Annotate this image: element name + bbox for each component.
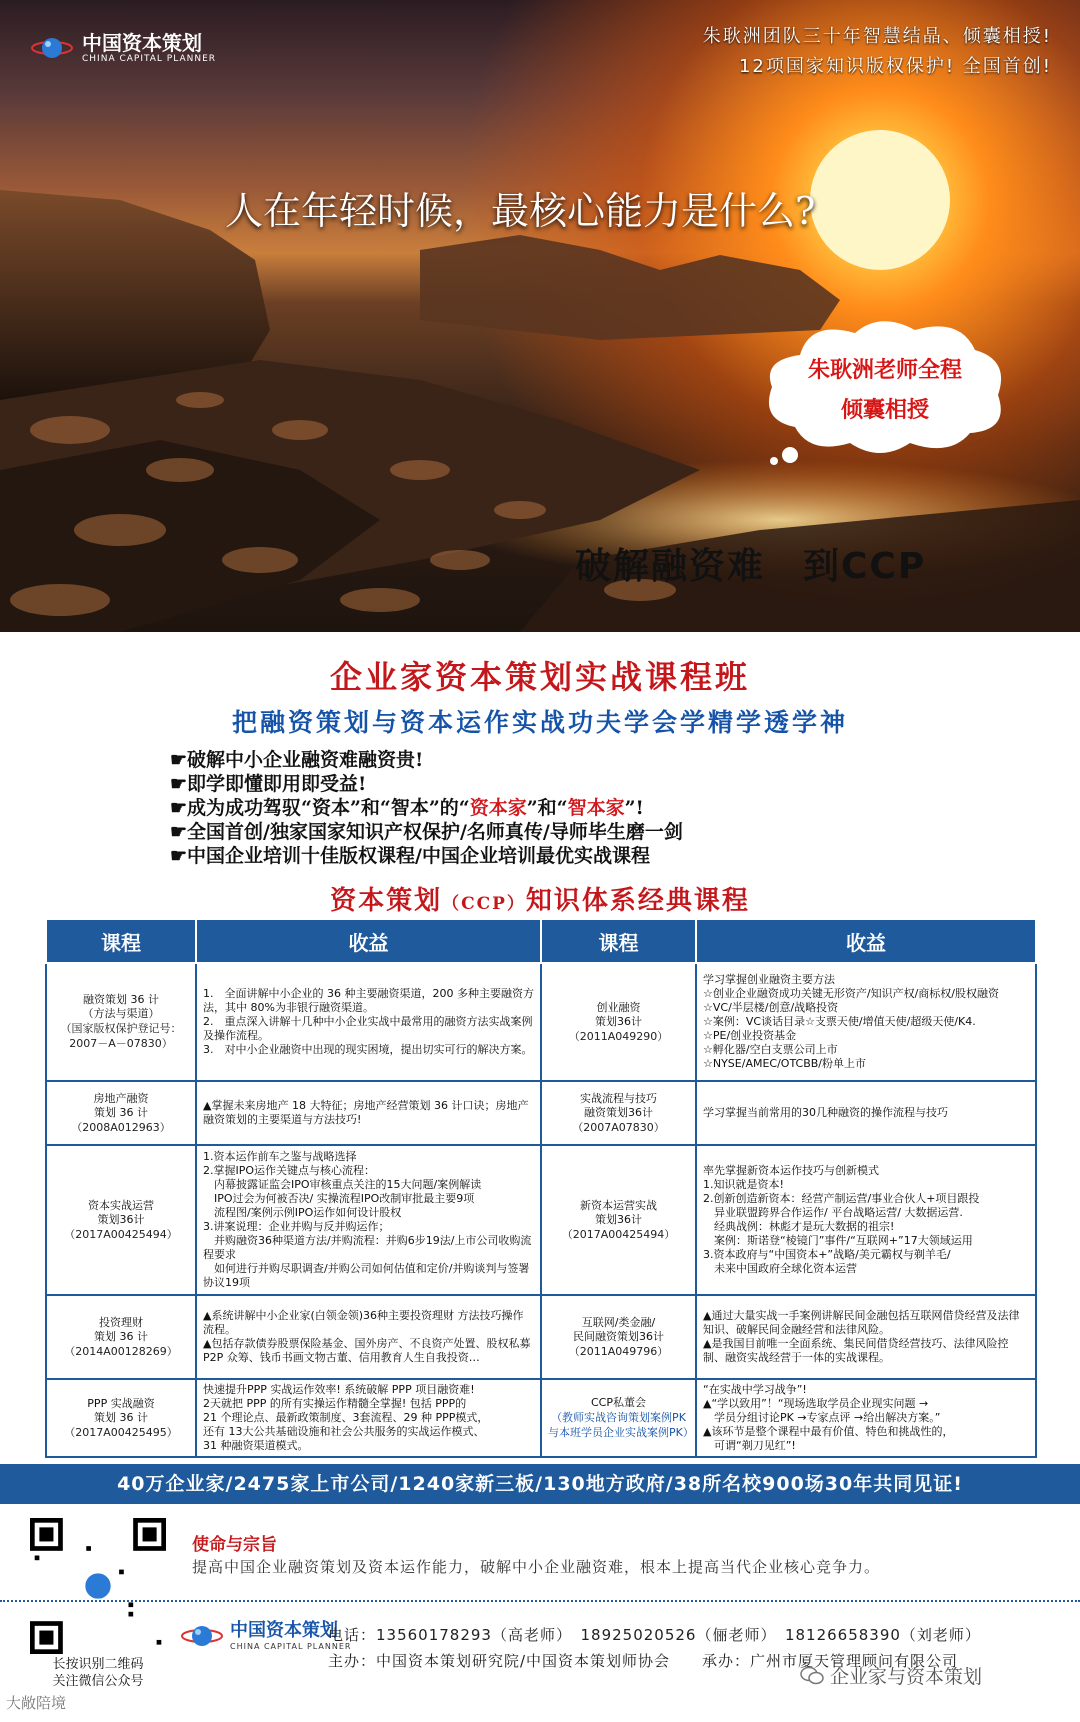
- benefit-cell: [196, 1081, 541, 1145]
- slogan-line: 朱耿洲团队三十年智慧结晶、倾囊相授!: [702, 26, 1052, 47]
- table-row: [46, 1379, 1036, 1457]
- benefit-line: 3.讲案说理：企业并购与反并购运作；: [203, 1220, 390, 1233]
- benefit-line: 2. 重点深入讲解十几种中小企业实战中最常用的融资方法实战案例及操作流程。: [203, 1015, 533, 1042]
- highlight-text: 智本家: [567, 797, 625, 819]
- table-row: [46, 963, 1036, 1081]
- copyright-code: （2007A07830）: [572, 1120, 665, 1134]
- course-name: 策划 36 计: [94, 1105, 148, 1119]
- benefit-line: 如何进行并购尽职调查/并购公司如何估值和定价/并购谈判与签署协议19项: [203, 1262, 530, 1289]
- benefit-line: 1.资本运作前车之鉴与战略选择: [203, 1150, 357, 1163]
- course-name: 策划 36 计: [94, 1410, 148, 1424]
- pointing-hand-icon: ☛: [170, 773, 188, 795]
- benefit-line: 经典战例：林彪才是玩大数据的祖宗!: [703, 1220, 895, 1233]
- benefit-line: 3. 对中小企业融资中出现的现实困境，提出切实可行的解决方案。: [203, 1043, 533, 1056]
- column-header: 收益: [696, 919, 1036, 963]
- course-name: 资本实战运营: [88, 1198, 154, 1212]
- course-name-cell: [541, 1295, 696, 1379]
- pointing-hand-icon: ☛: [170, 749, 188, 771]
- copyright-code: （国家版权保护登记号：2007－A－07830）: [60, 1022, 182, 1050]
- course-subtitle: 把融资策划与资本运作实战功夫学会学精学透学神: [231, 708, 848, 737]
- benefit-line: 1.知识就是资本!: [703, 1178, 784, 1191]
- copyright-code: （2011A049290）: [568, 1029, 669, 1043]
- benefit-line: ▲掌握未来房地产 18 大特征；房地产经营策划 36 计口诀；房地产融资策划的主要渠道与方法技巧!: [203, 1099, 529, 1126]
- copyright-code: （2017A00425494）: [64, 1227, 178, 1241]
- column-header: 课程: [541, 919, 696, 963]
- table-row: [46, 1081, 1036, 1145]
- benefit-cell: [696, 1379, 1036, 1457]
- pointing-hand-icon: ☛: [170, 797, 188, 819]
- course-name-cell: [541, 1081, 696, 1145]
- copyright-code: （2011A049796）: [568, 1344, 669, 1358]
- course-name: （方法与渠道）: [82, 1007, 160, 1020]
- course-name-cell: [541, 1145, 696, 1295]
- logo-english-name: CHINA CAPITAL PLANNER: [82, 54, 217, 64]
- qr-caption: 长按识别二维码 关注微信公众号: [52, 1657, 144, 1689]
- benefit-line: 率先掌握新资本运作技巧与创新模式: [703, 1164, 879, 1177]
- benefit-cell: [696, 963, 1036, 1081]
- benefit-cell: [696, 1295, 1036, 1379]
- system-title: 资本策划（CCP）知识体系经典课程: [330, 886, 750, 916]
- benefit-cell: [696, 1145, 1036, 1295]
- copyright-code: （教师实战咨询策划案例PK与本班学员企业实战案例PK）: [548, 1411, 694, 1439]
- pointing-hand-icon: ☛: [170, 821, 188, 843]
- mission-title: 使命与宗旨: [192, 1535, 277, 1555]
- course-name: 策划36计: [595, 1014, 642, 1028]
- course-name-cell: [541, 963, 696, 1081]
- brand-logo: [30, 32, 216, 64]
- benefit-line: ▲“学以致用”！“现场选取学员企业现实问题 →: [703, 1397, 929, 1410]
- course-name: 新资本运营实战: [580, 1198, 657, 1212]
- course-name: 房地产融资: [93, 1091, 149, 1105]
- course-name-cell: [46, 963, 196, 1081]
- course-name: CCP私董会: [591, 1396, 646, 1409]
- copyright-code: （2008A012963）: [71, 1120, 171, 1134]
- benefit-line: 2天就把 PPP 的所有实操运作精髓全掌握! 包括 PPP的: [203, 1397, 467, 1410]
- course-title: 企业家资本策划实战课程班: [329, 658, 750, 696]
- column-header: 收益: [196, 919, 541, 963]
- testimonial-banner: 40万企业家/2475家上市公司/1240家新三板/130地方政府/38所名校900场30年共同见证!: [0, 1464, 1080, 1504]
- corner-watermark: 大敞陪境: [6, 1694, 67, 1712]
- benefit-line: 内幕披露证监会IPO审核重点关注的15大问题/案例解读: [203, 1178, 482, 1191]
- benefit-line: ☆案例：VC谈话目录☆支票天使/增值天使/超级天使/K4.: [703, 1015, 976, 1028]
- course-name: PPP 实战融资: [87, 1396, 155, 1410]
- course-name: 互联网/类金融/: [581, 1315, 656, 1329]
- benefit-line: 案例：斯诺登“棱镜门”事件/“互联网+”17大领域运用: [703, 1234, 973, 1247]
- benefit-line: 31 种融资渠道模式。: [203, 1439, 309, 1452]
- phone-line: 电话：13560178293（高老师） 18925020526（俪老师） 18126658390（刘老师）: [328, 1626, 981, 1644]
- bullet-item: ☛破解中小企业融资难融资贵!: [170, 749, 424, 771]
- course-name: 实战流程与技巧: [580, 1091, 657, 1105]
- course-name: 融资策划36计: [584, 1105, 653, 1119]
- benefit-cell: [696, 1081, 1036, 1145]
- highlight-text: 资本家: [469, 797, 527, 819]
- benefit-line: ▲包括存款债券股票保险基金、国外房产、不良资产处置、股权私募 P2P 众筹、钱币书画文物古董、信用教育人生自我投资…: [203, 1337, 531, 1364]
- course-table: [45, 918, 1037, 1458]
- benefit-line: “在实战中学习战争”!: [703, 1383, 807, 1396]
- bullet-item: ☛成为成功驾驭“资本”和“智本”的“资本家”和“智本家”!: [170, 797, 644, 819]
- table-row: [46, 1145, 1036, 1295]
- footer-logo: [180, 1620, 351, 1651]
- benefit-line: 2.创新创造新资本：经营产制运营/事业合伙人+项目跟投: [703, 1192, 980, 1205]
- wechat-icon: [800, 1666, 824, 1686]
- hero-banner: [0, 0, 1080, 632]
- benefit-line: 1. 全面讲解中小企业的 36 种主要融资渠道，200 多种主要融资方法，其中 80%为非银行融资渠道。: [203, 987, 534, 1014]
- benefit-line: 可谓“剃刀见红”!: [703, 1439, 796, 1452]
- crack-financing-slogan: 破解融资难 到CCP: [575, 546, 927, 587]
- bullet-item: ☛全国首创/独家国家知识产权保护/名师真传/导师毕生磨一剑: [170, 821, 683, 843]
- table-row: [46, 1295, 1036, 1379]
- benefit-line: ▲该环节是整个课程中最有价值、特色和挑战性的，: [703, 1425, 954, 1438]
- benefit-line: ▲系统讲解中小企业家(白领金领)36种主要投资理财 方法技巧操作流程。: [203, 1309, 524, 1336]
- course-name: 策划36计: [97, 1212, 145, 1226]
- benefit-line: 2.掌握IPO运作关键点与核心流程：: [203, 1164, 376, 1177]
- column-header: 课程: [46, 919, 196, 963]
- course-name-cell: [46, 1081, 196, 1145]
- benefit-line: 3.资本政府与“中国资本+”战略/美元霸权与剃羊毛/: [703, 1248, 951, 1261]
- benefit-cell: [196, 963, 541, 1081]
- top-right-slogan: [703, 22, 1052, 82]
- cloud-line: 朱耿洲老师全程: [807, 357, 962, 383]
- pointing-hand-icon: ☛: [170, 845, 188, 867]
- copyright-code: （2014A00128269）: [64, 1344, 178, 1358]
- benefit-cell: [196, 1295, 541, 1379]
- benefit-line: ▲通过大量实战一手案例讲解民间金融包括互联网借贷经营及法律知识、破解民间金融经营和法律风险。: [703, 1309, 1020, 1336]
- benefit-line: 并购融资36种渠道方法/并购流程：并购6步19法/上市公司收购流程要求: [203, 1234, 532, 1261]
- benefit-line: 还有 13大公共基础设施和社会公共服务的实战运作模式、: [203, 1425, 485, 1438]
- course-name-cell: [541, 1379, 696, 1457]
- course-name: 创业融资: [596, 1000, 641, 1014]
- slogan-line: 12项国家知识版权保护! 全国首创!: [738, 56, 1052, 77]
- table-header-row: [46, 919, 1036, 963]
- benefit-line: 学员分组讨论PK →专家点评 →给出解决方案。”: [703, 1411, 941, 1424]
- globe-icon: [30, 33, 74, 63]
- globe-icon: [180, 1621, 224, 1651]
- benefit-line: 流程图/案例示例IPO运作如何设计股权: [203, 1206, 402, 1219]
- cloud-text: [760, 350, 1010, 430]
- logo-chinese-name: 中国资本策划: [230, 1620, 338, 1641]
- benefit-line: 学习掌握创业融资主要方法: [703, 973, 835, 986]
- feature-bullets: [170, 748, 683, 868]
- benefit-line: ☆孵化器/空白支票公司上市: [703, 1043, 838, 1056]
- course-name-cell: [46, 1145, 196, 1295]
- host-line: 主办：中国资本策划研究院/中国资本策划师协会 承办：广州市厦天管理顾问有限公司: [328, 1652, 959, 1670]
- benefit-line: 21 个理论点、最新政策制度、3套流程、29 种 PPP模式，: [203, 1411, 489, 1424]
- course-name: 策划 36 计: [94, 1329, 148, 1343]
- logo-english-name: CHINA CAPITAL PLANNER: [230, 1642, 352, 1651]
- benefit-line: ▲是我国目前唯一全面系统、集民间借贷经营技巧、法律风险控制、融资实战经营于一体的实战课程。: [703, 1337, 1009, 1364]
- cloud-line: 倾囊相授: [840, 397, 929, 423]
- benefit-line: ☆VC/半层楼/创意/战略投资: [703, 1001, 839, 1014]
- benefit-line: 学习掌握当前常用的30几种融资的操作流程与技巧: [703, 1106, 948, 1119]
- benefit-line: ☆创业企业融资成功关键无形资产/知识产权/商标权/股权融资: [703, 987, 999, 1000]
- wechat-watermark: 企业家与资本策划: [800, 1662, 982, 1689]
- course-name: 策划36计: [595, 1212, 642, 1226]
- course-name: 投资理财: [99, 1315, 143, 1329]
- bullet-item: ☛即学即懂即用即受益!: [170, 773, 367, 795]
- hero-headline: 人在年轻时候，最核心能力是什么?: [225, 189, 816, 233]
- logo-chinese-name: 中国资本策划: [82, 31, 202, 55]
- benefit-line: 异业联盟跨界合作运作/ 平台战略运营/ 大数据运营.: [703, 1206, 963, 1219]
- course-name-cell: [46, 1295, 196, 1379]
- benefit-cell: [196, 1145, 541, 1295]
- benefit-line: ☆PE/创业投资基金: [703, 1029, 797, 1042]
- bullet-item: ☛中国企业培训十佳版权课程/中国企业培训最优实战课程: [170, 845, 650, 867]
- course-name: 民间融资策划36计: [573, 1329, 664, 1343]
- copyright-code: （2017A00425494）: [561, 1227, 676, 1241]
- benefit-line: ☆NYSE/AMEC/OTCBB/粉单上市: [703, 1057, 867, 1070]
- mission-description: 提高中国企业融资策划及资本运作能力，破解中小企业融资难，根本上提高当代企业核心竞争力。: [192, 1558, 881, 1576]
- benefit-line: 未来中国政府全球化资本运营: [703, 1262, 857, 1275]
- copyright-code: （2017A00425495）: [64, 1425, 178, 1439]
- dotted-divider: [0, 1600, 1080, 1602]
- course-name: 融资策划 36 计: [83, 993, 159, 1006]
- course-name-cell: [46, 1379, 196, 1457]
- benefit-cell: [196, 1379, 541, 1457]
- qr-code[interactable]: [30, 1518, 166, 1654]
- benefit-line: IPO过会为何被否决/ 实操流程IPO改制审批最主要9项: [203, 1192, 475, 1205]
- benefit-line: 快速提升PPP 实战运作效率! 系统破解 PPP 项目融资难!: [203, 1383, 475, 1396]
